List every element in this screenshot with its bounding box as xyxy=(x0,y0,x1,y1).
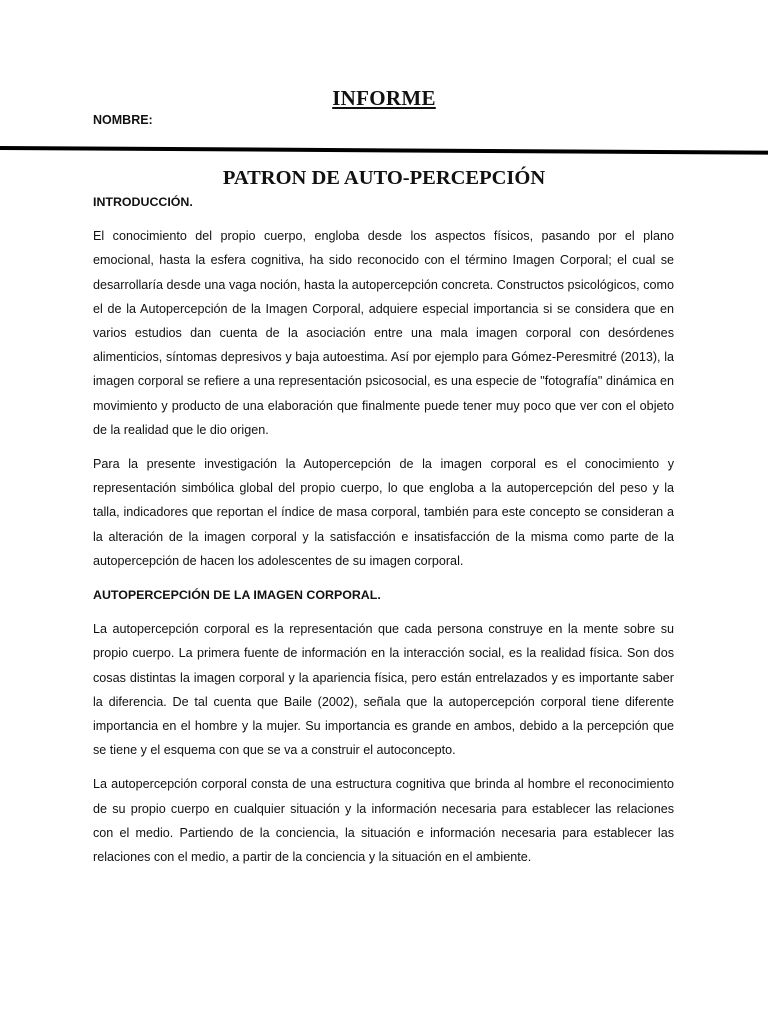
nombre-label: NOMBRE: xyxy=(93,113,153,127)
paragraph: La autopercepción corporal es la representación que cada persona construye en la mente sobre su propio cuerpo. La primera fuente de información en la interacción social, es la realidad física. Son dos cosas distintas la imagen corporal y la apariencia física, pero están entrelazados y es importante saber la diferencia. De tal cuenta que Baile (2002), señala que la autopercepción corporal tiene diferente importancia en el hombre y la mujer. Su importancia es grande en ambos, debido a la percepción que se tiene y el esquema con que se va a construir el autoconcepto. xyxy=(93,622,674,758)
intro-heading: INTRODUCCIÓN. xyxy=(93,195,193,209)
paragraph: El conocimiento del propio cuerpo, engloba desde los aspectos físicos, pasando por el plano emocional, hasta la esfera cognitiva, ha sido reconocido con el término Imagen Corporal; el cual se desarrollaría desde una vaga noción, hasta la autopercepción concreta. Constructos psicológicos, como el de la Autopercepción de la Imagen Corporal, adquiere especial importancia si se considera que en varios estudios dan cuenta de la asociación entre una mala imagen corporal con desórdenes alimenticios, síntomas depresivos y baja autoestima. Así por ejemplo para Gómez-Peresmitré (2013), la imagen corporal se refiere a una representación psicosocial, es una especie de "fotografía" dinámica en movimiento y producto de una elaboración que finalmente puede tener muy poco que ver con el objeto de la realidad que le dio origen. xyxy=(93,229,674,437)
paragraph: Para la presente investigación la Autopercepción de la imagen corporal es el conocimiento y representación simbólica global del propio cuerpo, lo que engloba a la autopercepción del peso y la talla, indicadores que reportan el índice de masa corporal, también para este concepto se consideran a la alteración de la imagen corporal y la satisfacción e insatisfacción de la misma como parte de la autopercepción de hacen los adolescentes de su imagen corporal. xyxy=(93,457,674,568)
section-title: PATRON DE AUTO-PERCEPCIÓN xyxy=(222,167,546,189)
section2-heading: AUTOPERCEPCIÓN DE LA IMAGEN CORPORAL. xyxy=(93,588,381,603)
paragraph: La autopercepción corporal consta de una estructura cognitiva que brinda al hombre el reconocimiento de su propio cuerpo en cualquier situación y la información necesaria para establecer las relaciones con el medio. Partiendo de la conciencia, la situación e información necesaria para establecer las relaciones con el medio, a partir de la conciencia y la situación en el ambiente. xyxy=(93,777,674,865)
document-title: INFORME xyxy=(332,86,436,110)
horizontal-rule xyxy=(0,146,768,155)
document-body xyxy=(93,190,674,869)
